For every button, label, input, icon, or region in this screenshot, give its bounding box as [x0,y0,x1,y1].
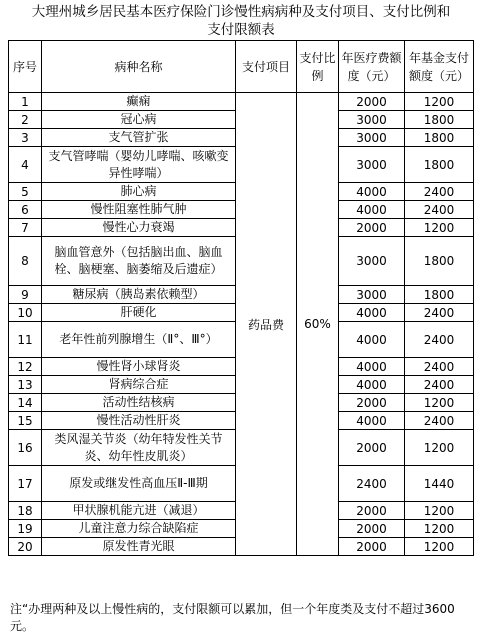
row-disease-name: 肝硬化 [42,304,236,322]
row-index: 14 [9,394,42,412]
table-title [0,3,482,39]
row-annual-cost: 4000 [339,183,405,201]
row-disease-name: 慢性阻塞性肺气肿 [42,201,236,219]
table-header-row [9,41,474,93]
row-annual-cost: 2000 [339,538,405,556]
row-index: 15 [9,412,42,430]
row-index: 7 [9,219,42,237]
row-index: 17 [9,466,42,502]
row-disease-name: 老年性前列腺增生（Ⅱ°、Ⅲ°） [42,322,236,358]
row-annual-cost: 4000 [339,201,405,219]
title-line-1: 大理州城乡居民基本医疗保险门诊慢性病病种及支付项目、支付比例和 [31,4,451,20]
row-annual-cost: 2000 [339,520,405,538]
row-disease-name: 支气管哮喘（婴幼儿哮喘、咳嗽变异性哮喘） [42,147,236,183]
row-fund-limit: 1200 [405,93,474,111]
row-index: 1 [9,93,42,111]
row-fund-limit: 2400 [405,322,474,358]
row-disease-name: 原发性青光眼 [42,538,236,556]
row-fund-limit: 1200 [405,219,474,237]
row-index: 18 [9,502,42,520]
row-fund-limit: 2400 [405,183,474,201]
header-item: 支付项目 [236,41,297,93]
row-disease-name: 甲状腺机能亢进（减退） [42,502,236,520]
row-annual-cost: 2000 [339,394,405,412]
row-fund-limit: 1800 [405,286,474,304]
row-fund-limit: 1200 [405,538,474,556]
disease-table [8,40,474,556]
row-disease-name: 慢性肾小球肾炎 [42,358,236,376]
row-index: 20 [9,538,42,556]
row-disease-name: 肺心病 [42,183,236,201]
row-annual-cost: 3000 [339,237,405,286]
table-body [9,93,474,556]
row-annual-cost: 4000 [339,376,405,394]
header-annual-cost: 年医疗费额度（元） [339,41,405,93]
row-annual-cost: 2000 [339,93,405,111]
row-index: 2 [9,111,42,129]
row-fund-limit: 1200 [405,502,474,520]
row-annual-cost: 3000 [339,129,405,147]
row-disease-name: 脑血管意外（包括脑出血、脑血栓、脑梗塞、脑萎缩及后遗症） [42,237,236,286]
row-annual-cost: 4000 [339,412,405,430]
row-index: 16 [9,430,42,466]
row-disease-name: 糖尿病（胰岛素依赖型） [42,286,236,304]
row-index: 6 [9,201,42,219]
header-fund-limit: 年基金支付额度（元） [405,41,474,93]
row-disease-name: 肾病综合症 [42,376,236,394]
row-annual-cost: 2400 [339,466,405,502]
row-annual-cost: 2000 [339,219,405,237]
row-fund-limit: 1200 [405,430,474,466]
row-disease-name: 支气管扩张 [42,129,236,147]
row-fund-limit: 2400 [405,201,474,219]
row-annual-cost: 4000 [339,358,405,376]
title-line-2: 支付限额表 [207,22,275,38]
row-index: 19 [9,520,42,538]
row-disease-name: 冠心病 [42,111,236,129]
row-fund-limit: 1200 [405,394,474,412]
row-index: 12 [9,358,42,376]
header-name: 病种名称 [42,41,236,93]
row-index: 13 [9,376,42,394]
row-fund-limit: 2400 [405,376,474,394]
row-index: 4 [9,147,42,183]
row-fund-limit: 2400 [405,358,474,376]
row-disease-name: 慢性心力衰竭 [42,219,236,237]
row-annual-cost: 4000 [339,304,405,322]
row-disease-name: 原发或继发性高血压Ⅱ-Ⅲ期 [42,466,236,502]
row-disease-name: 癫痫 [42,93,236,111]
row-index: 8 [9,237,42,286]
row-disease-name: 慢性活动性肝炎 [42,412,236,430]
row-fund-limit: 1800 [405,129,474,147]
row-index: 5 [9,183,42,201]
row-annual-cost: 4000 [339,322,405,358]
row-index: 11 [9,322,42,358]
header-ratio: 支付比例 [297,41,339,93]
payment-ratio-cell: 60% [297,93,339,556]
row-fund-limit: 1800 [405,111,474,129]
row-disease-name: 类风湿关节炎（幼年特发性关节炎、幼年性皮肌炎） [42,430,236,466]
row-fund-limit: 1800 [405,237,474,286]
row-fund-limit: 1440 [405,466,474,502]
header-index: 序号 [9,41,42,93]
footnote: 注“办理两种及以上慢性病的，支付限额可以累加，但一个年度类及支付不超过3600元。 [10,602,455,633]
row-annual-cost: 3000 [339,111,405,129]
row-disease-name: 儿童注意力综合缺陷症 [42,520,236,538]
row-index: 10 [9,304,42,322]
row-fund-limit: 2400 [405,412,474,430]
row-index: 3 [9,129,42,147]
row-annual-cost: 3000 [339,286,405,304]
row-disease-name: 活动性结核病 [42,394,236,412]
row-annual-cost: 2000 [339,502,405,520]
table-row [9,93,474,111]
payment-item-cell: 药品费 [236,93,297,556]
row-annual-cost: 2000 [339,430,405,466]
row-fund-limit: 1200 [405,520,474,538]
row-fund-limit: 2400 [405,304,474,322]
row-fund-limit: 1800 [405,147,474,183]
row-index: 9 [9,286,42,304]
row-annual-cost: 3000 [339,147,405,183]
